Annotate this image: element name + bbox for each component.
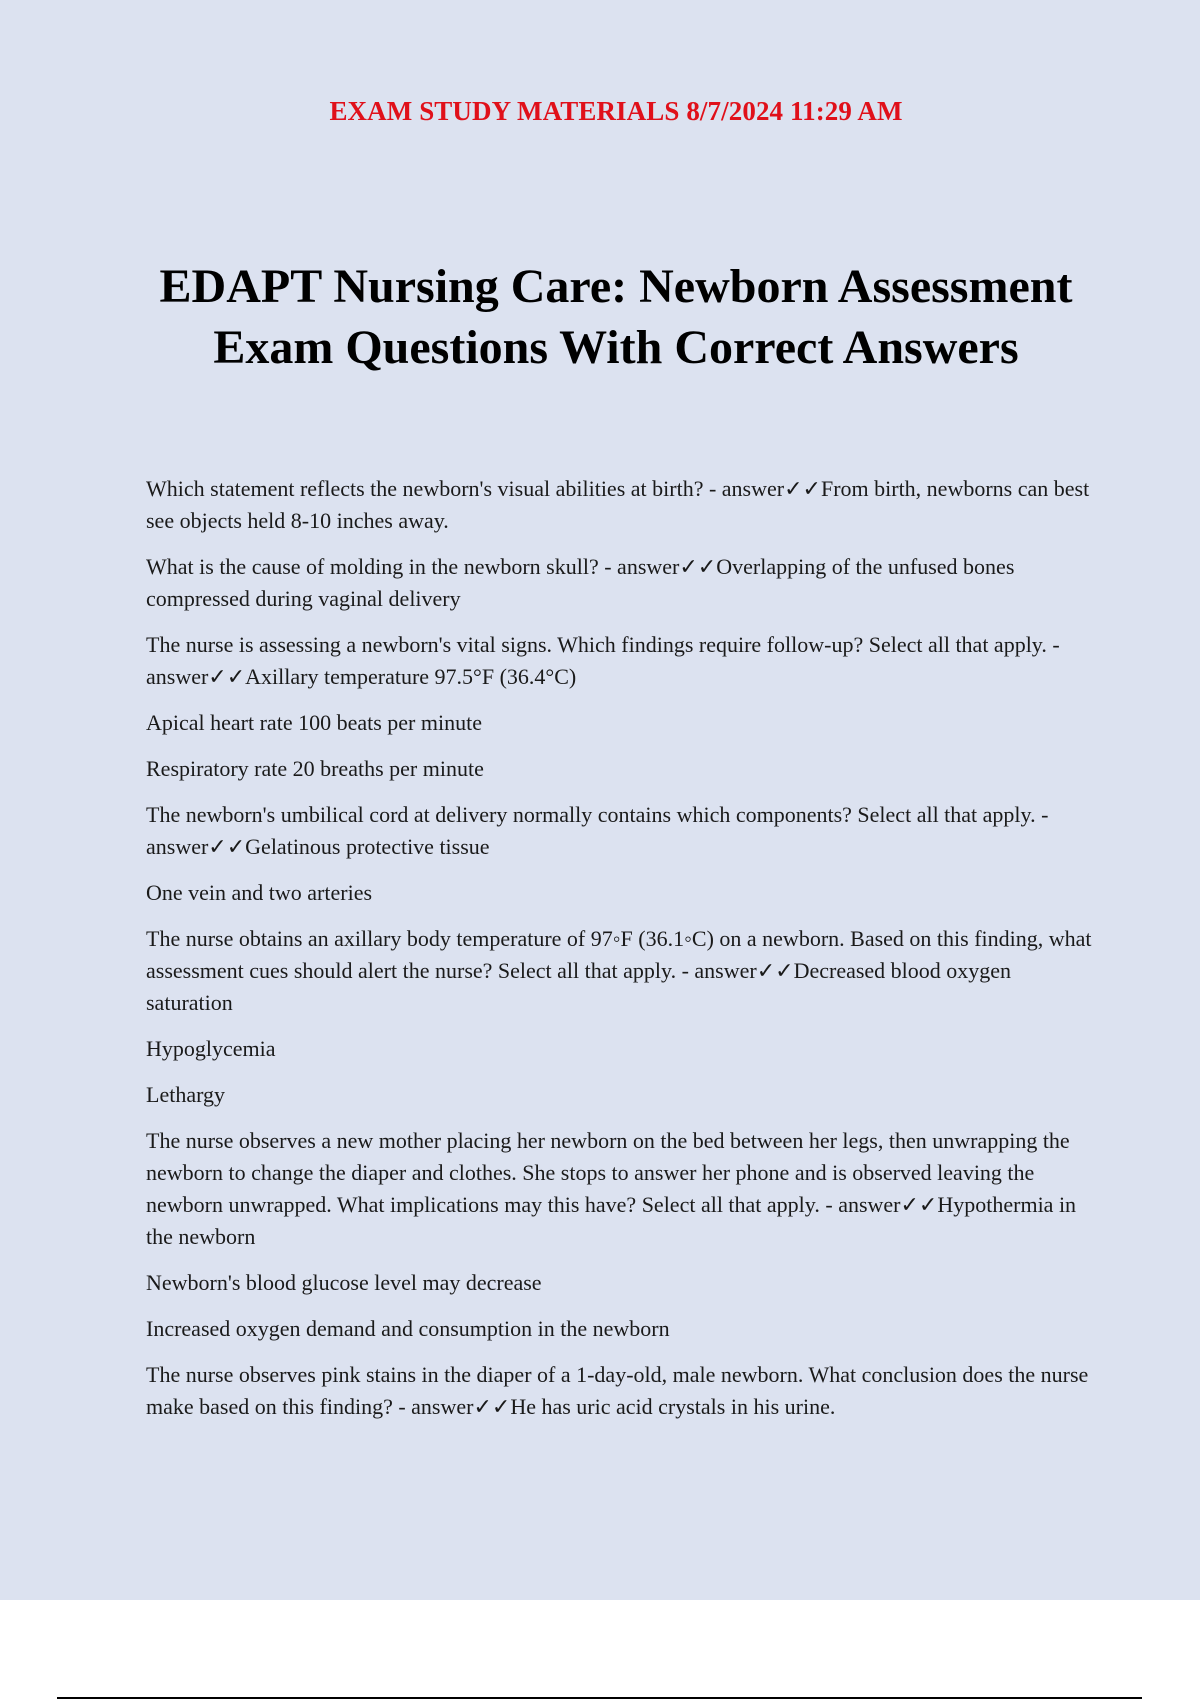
qa-paragraph: The nurse observes pink stains in the diaper of a 1-day-old, male newborn. What conclusion does the nurse make based on this finding? - answer✓✓He has uric acid crystals in his urine.	[146, 1362, 1089, 1419]
qa-paragraph: The newborn's umbilical cord at delivery normally contains which components? Select all that apply. - answer✓✓Gelatinous protective tissue	[146, 802, 1049, 859]
title-line-2: Exam Questions With Correct Answers	[213, 321, 1019, 374]
qa-paragraph: Which statement reflects the newborn's visual abilities at birth? - answer✓✓From birth, newborns can best see objects held 8-10 inches away.	[146, 476, 1090, 533]
exam-materials-stamp: EXAM STUDY MATERIALS 8/7/2024 11:29 AM	[329, 96, 903, 126]
qa-list	[146, 473, 1096, 1437]
document-title	[0, 256, 1200, 378]
qa-paragraph: The nurse is assessing a newborn's vital signs. Which findings require follow-up? Select all that apply. - answer✓✓Axillary temperature 97.5°F (36.4°C)	[146, 632, 1060, 689]
qa-paragraph: Newborn's blood glucose level may decrease	[146, 1270, 542, 1295]
qa-paragraph: Increased oxygen demand and consumption in the newborn	[146, 1316, 670, 1341]
qa-paragraph: Apical heart rate 100 beats per minute	[146, 710, 482, 735]
qa-paragraph: The nurse obtains an axillary body temperature of 97◦F (36.1◦C) on a newborn. Based on this finding, what assessment cues should alert the nurse? Select all that apply. - answer✓✓Decreased blood oxygen saturation	[146, 926, 1092, 1015]
footer-divider	[57, 1697, 1142, 1699]
qa-paragraph: Hypoglycemia	[146, 1036, 276, 1061]
qa-paragraph: Lethargy	[146, 1082, 226, 1107]
qa-paragraph: The nurse observes a new mother placing her newborn on the bed between her legs, then unwrapping the newborn to change the diaper and clothes. She stops to answer her phone and is observed leaving the newborn unwrapped. What implications may this have? Select all that apply. - answer✓✓Hypothermia in the newborn	[146, 1128, 1077, 1249]
qa-paragraph: One vein and two arteries	[146, 880, 373, 905]
qa-paragraph: Respiratory rate 20 breaths per minute	[146, 756, 484, 781]
title-line-1: EDAPT Nursing Care: Newborn Assessment	[159, 260, 1073, 313]
qa-paragraph: What is the cause of molding in the newborn skull? - answer✓✓Overlapping of the unfused bones compressed during vaginal delivery	[146, 554, 1015, 611]
